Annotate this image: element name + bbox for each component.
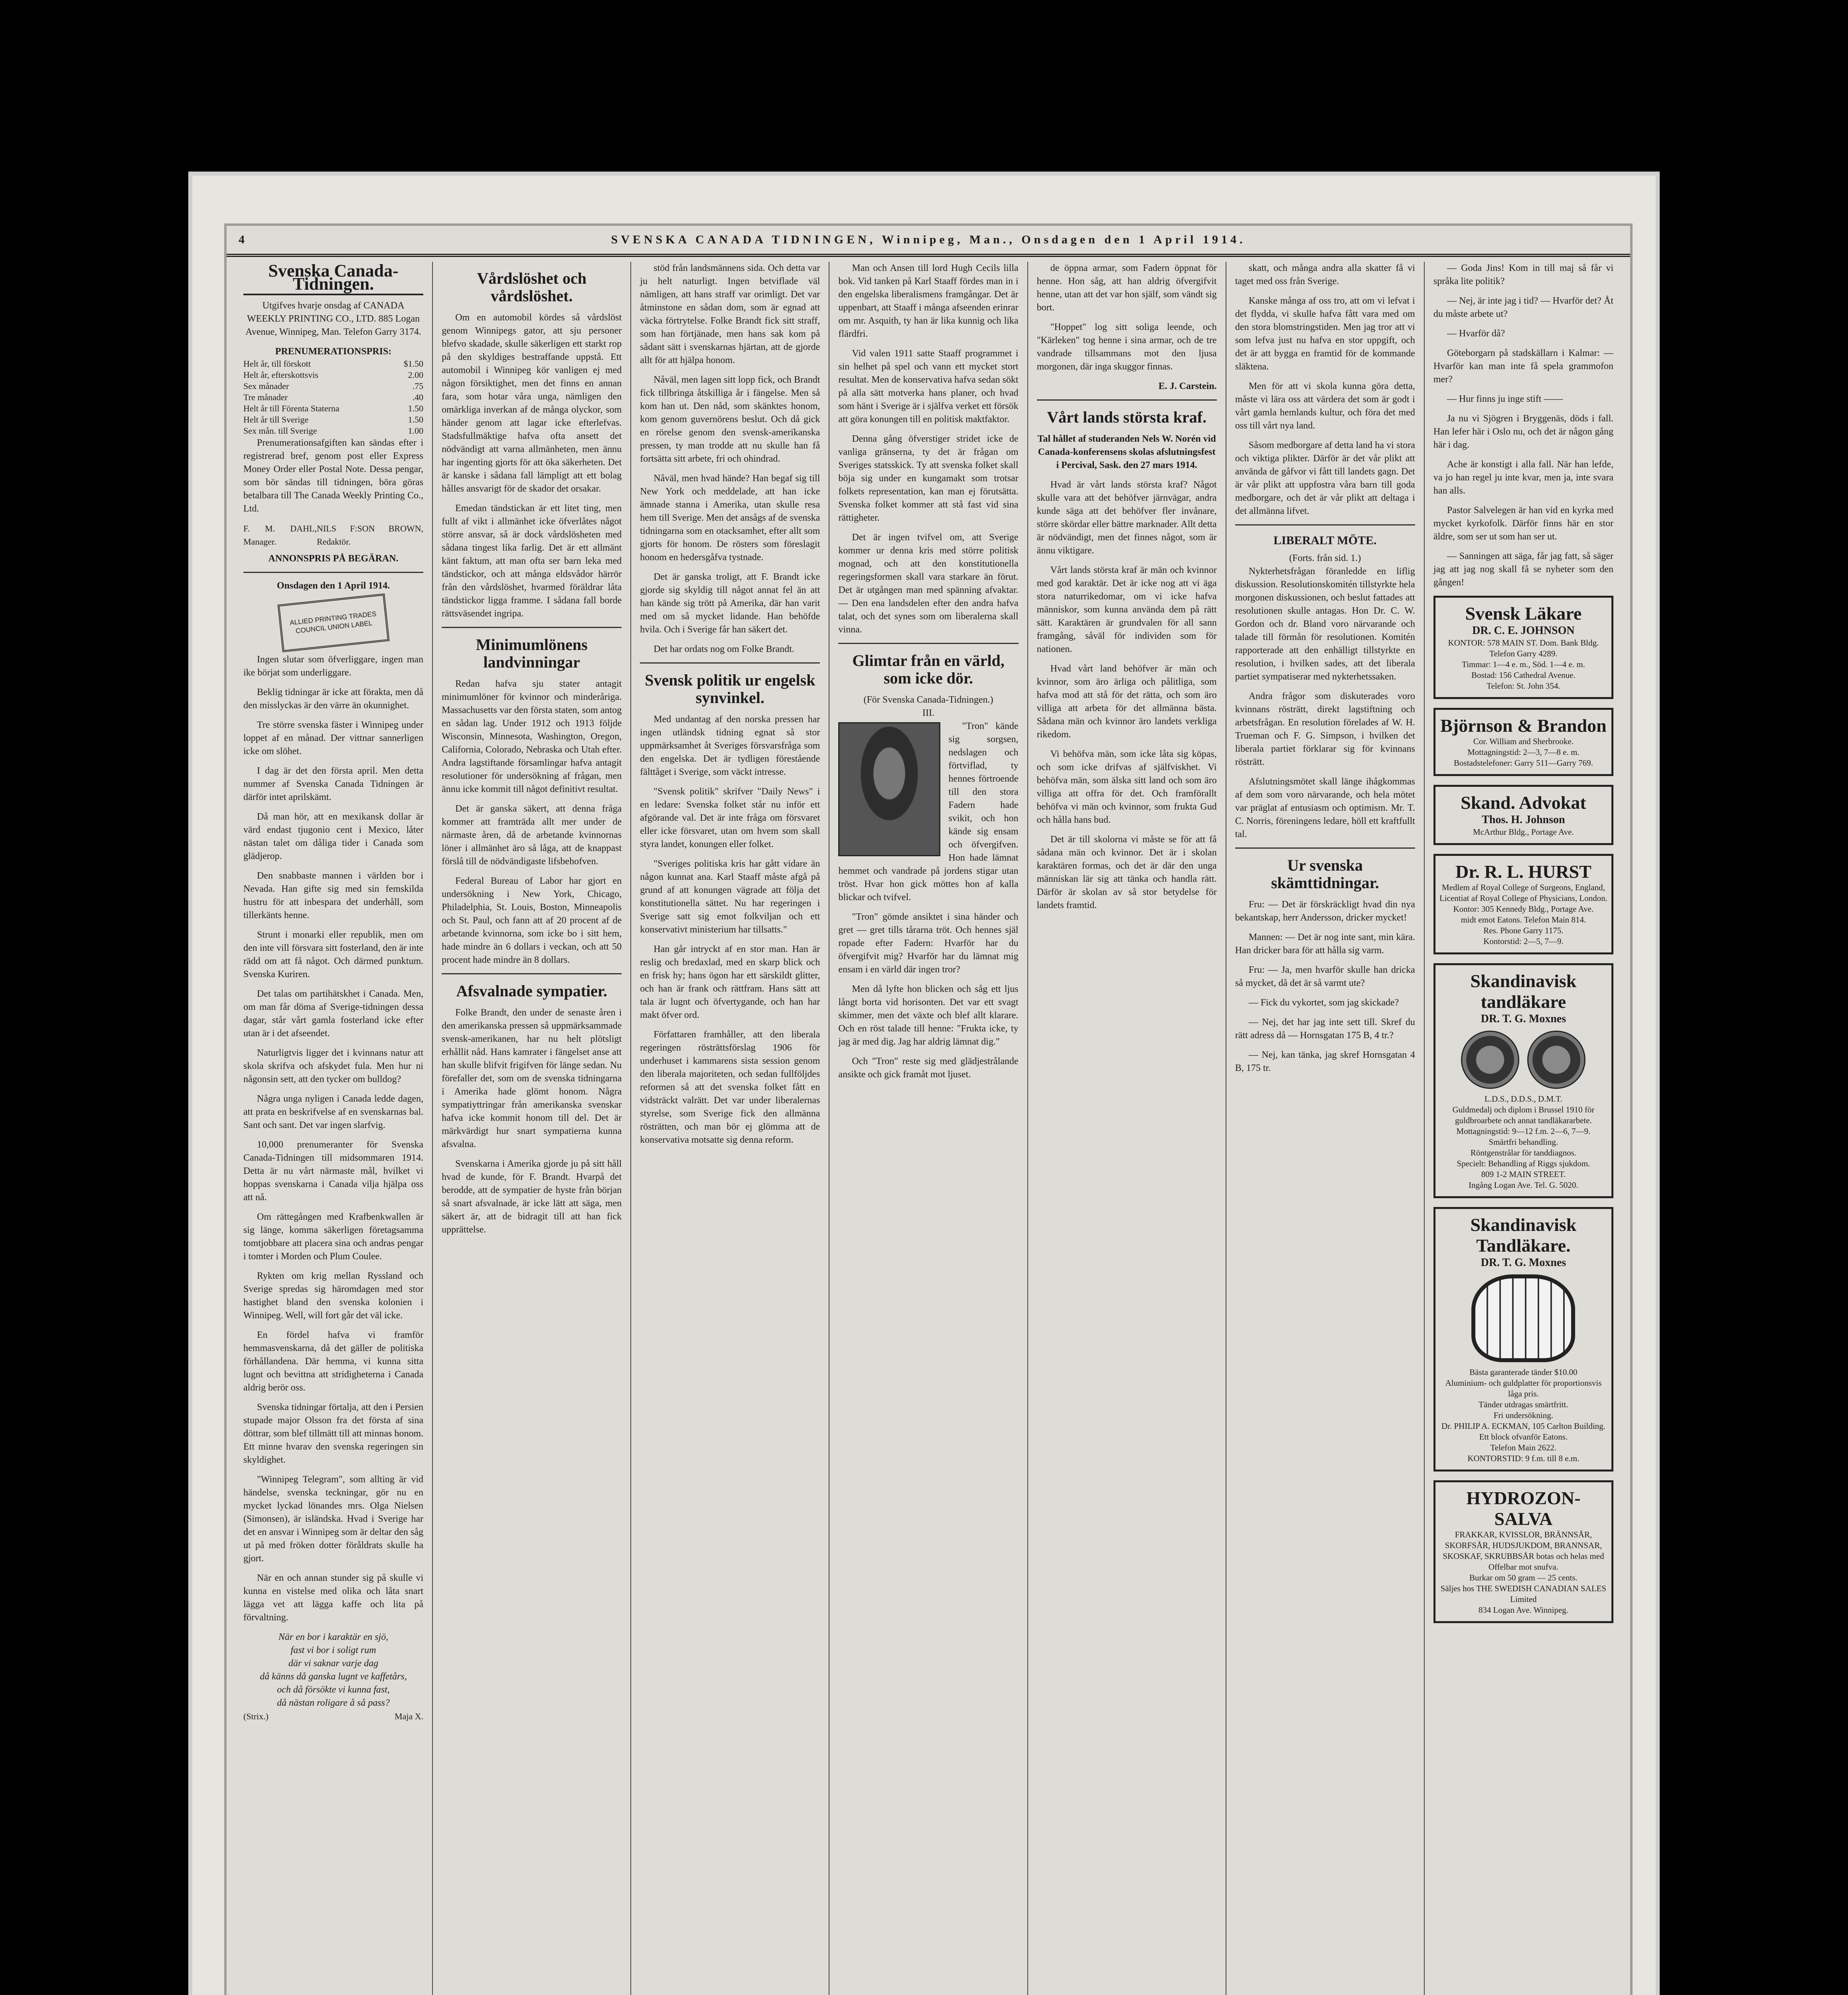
ad-line: Kontorstid: 2—5, 7—9.: [1483, 936, 1564, 946]
rate-row: Tre månader .40: [243, 392, 424, 402]
ad-name: DR. C. E. JOHNSON: [1472, 624, 1575, 637]
paragraph: Nåväl, men lagen sitt lopp fick, och Brandt fick tillbringa åtskilliga år i fängelse. Men så kom han ut. Den nåd, som skänktes honom, kom genom guvernörens beslut. Och då gick en rörelse genom den svensk-amerikanska pressen, ty man trodde att nu skulle han få fortsätta sitt arbete, fri och ohindrad.: [640, 375, 820, 464]
poem-line: då nästan roligare å så pass?: [277, 1698, 390, 1708]
signatures: [243, 522, 423, 548]
poem-line: och då försökte vi kunna fast,: [277, 1685, 390, 1695]
paragraph: Kanske många af oss tro, att om vi lefvat i det flydda, vi skulle hafva fått vara med om den stora blomstringstiden. Men jag tror att vi som lefva just nu hafva en stor uppgift, och det är att bygga en framtid för de kommande släktena.: [1235, 296, 1415, 372]
column-5: [1028, 262, 1226, 1995]
paper-title: SVENSKA CANADA TIDNINGEN, Winnipeg, Man., Onsdagen den 1 April 1914.: [611, 233, 1246, 246]
article-subhead: Tal hållet af studeranden Nels W. Norén vid Canada-konferensens skolas afslutningsfest i Percival, Sask. den 27 mars 1914.: [1037, 434, 1216, 470]
publisher-info: Utgifves hvarje onsdag af CANADA WEEKLY PRINTING CO., LTD. 885 Logan Avenue, Winnipeg, Man. Telefon Garry 3174.: [245, 300, 421, 337]
paragraph: Svenskarna i Amerika gjorde ju på sitt håll hvad de kunde, för F. Brandt. Hvarpå det berodde, att de sympatier de hyste från början så snart afsvalnade, är icke lätt att säga, men säkert är, att de bidragit till att han fick upprättelse.: [442, 1159, 622, 1235]
paragraph: Det är ganska troligt, att F. Brandt icke gjorde sig skyldig till något annat fel än att han kände sig trött på Amerika, där han varit med om så mycket lidande. Han behöfde hvila. Och i Sverige får han säkert det.: [640, 572, 820, 635]
paragraph: Såsom medborgare af detta land ha vi stora och viktiga plikter. Därför är det vår plikt att använda de gåfvor vi fått till landets gagn. Det är vår plikt att uppfostra våra barn till goda medborgare, och det är vår plikt att deltaga i det allmänna lifvet.: [1235, 440, 1415, 516]
ad-line: Aluminium- och guldplatter för proportionsvis låga pris.: [1445, 1378, 1602, 1398]
ad-line: Telefon Main 2622.: [1490, 1443, 1557, 1452]
rate-row: Helt år, efterskottsvis 2.00: [243, 370, 424, 380]
article-heading-sympatier: Afsvalnade sympatier.: [456, 982, 607, 1000]
advertisement: [1433, 854, 1613, 954]
paragraph: "Tron" kände sig sorgsen, nedslagen och förtviflad, ty hennes förtroende till den stora Fadern hade svikit, och hon kände sig ensam och öfvergifven. Hon hade lämnat hemmet och vandrade på jordens stigar utan tröst. Hvar hon gick möttes hon af kalla blickar och tvifvel.: [838, 721, 1019, 903]
joke-line: — Nej, är inte jag i tid? — Hvarför det? Åt du måste arbete ut?: [1433, 296, 1613, 319]
editorial-paragraph: Svenska tidningar förtalja, att den i Persien stupade major Olsson fra det första af sina döttrar, som blef tillmätt till att minnas honom. Ett minne hvarav den svenska regeringen sin skyldighet.: [243, 1402, 424, 1465]
ad-line: Ett block ofvanför Eatons.: [1479, 1432, 1568, 1442]
rate-row: Helt år, till förskott $1.50: [243, 359, 424, 369]
paragraph: Redan hafva sju stater antagit minimumlöner för kvinnor och minderåriga. Massachusetts var den första staten, som antog en sådan lag. Under 1912 och 1913 följde Wisconsin, Minnesota, Washington, Oregon, California, Colorado, Nebraska och Utah efter. Andra lagstiftande församlingar hafva antagit resolutioner för undersökning af frågan, men ännu icke kommit till något definitivt resultat.: [442, 679, 622, 794]
publisher-notice: Prenumerationsafgiften kan sändas efter i registrerad bref, genom post eller Express Money Order eller Postal Note. Dessa pengar, som bör sändas till tidningen, böra göras betalbara till The Canada Weekly Printing Co., Ltd.: [243, 438, 424, 514]
paragraph: Andra frågor som diskuterades voro kvinnans rösträtt, direkt lagstiftning och arbetsfrågan. En resolution förelades af W. H. Trueman och F. G. Simpson, i hvilken det liberala partiet förklarar sig för kvinnans rösträtt.: [1235, 691, 1415, 767]
editorial-paragraph: Rykten om krig mellan Ryssland och Sverige spredas sig häromdagen med stor hastighet bland den svenska kolonien i Winnipeg. Well, will fort går det väl icke.: [243, 1271, 424, 1321]
paragraph: Federal Bureau of Labor har gjort en undersökning i New York, Chicago, Philadelphia, St. Louis, Boston, Minneapolis och St. Paul, och fann att af 20 procent af de arbetande kvinnorna, som icke bo i sitt hem, hade mindre än 6 dollars i veckan, och att 50 procent hade mindre än 8 dollars.: [442, 876, 622, 965]
ad-title: Svensk Läkare: [1465, 603, 1582, 624]
paragraph: Och "Tron" reste sig med glädjestrålande ansikte och gick framåt mot ljuset.: [838, 1056, 1019, 1080]
ad-title: HYDROZON-SALVA: [1466, 1488, 1581, 1529]
paragraph: Med undantag af den norska pressen har ingen utländsk tidning egnat så stor uppmärksamhet åt Sveriges försvarsfråga som den engelska. Det är tydligen förestående fälttåget i Sverige, som väckt intresse.: [640, 714, 820, 777]
ad-line: Bostadstelefoner: Garry 511—Garry 769.: [1453, 758, 1593, 768]
paragraph: Nåväl, men hvad hände? Han begaf sig till New York och meddelade, att han icke ämnade stanna i Amerika, utan skulle resa hem till Sverige. Men det ansågs af de svenska tidningarna som en otacksamhet, efter allt som gjorts för honom. De rösters som föreslagit honom en hedersgåfva tystnade.: [640, 473, 820, 563]
paragraph: stöd från landsmännens sida. Och detta var ju helt naturligt. Ingen betviflade väl nämligen, att hans straff var orimligt. Det var åtminstone en sådan dom, som är egnad att väcka förtrytelse. Folke Brandt fick sitt straff, som han förtjänade, men hans sak kom på sådant sätt i svenskarnas hjärtan, att de gjorde allt för att hjälpa honom.: [640, 263, 820, 365]
ad-line: Guldmedalj och diplom i Brussel 1910 för guldbroarbete och annat tandläkararbete.: [1452, 1105, 1595, 1125]
union-label-stamp: ALLIED PRINTING TRADES COUNCIL UNION LABEL: [277, 593, 389, 652]
ad-line: Smärtfri behandling.: [1489, 1137, 1558, 1147]
ad-line: Dr. PHILIP A. ECKMAN, 105 Carlton Building.: [1441, 1421, 1605, 1431]
rate-row: Sex mån. till Sverige 1.00: [243, 426, 424, 436]
editorial-paragraph: I dag är det den första april. Men detta nummer af Svenska Canada Tidningen är därför intet aprilskämt.: [243, 766, 424, 802]
paragraph: Han går intryckt af en stor man. Han är reslig och bredaxlad, med en skarp blick och en frisk hy; hans ögon har ett särskildt glitter, och han är frank och rättfram. Hans sätt att tala är lugnt och öfvertygande, och han har makt öfver ord.: [640, 944, 820, 1020]
editorial-paragraph: Ingen slutar som öfverliggare, ingen man ike börjat som underliggare.: [243, 654, 424, 678]
ad-line: 809 1-2 MAIN STREET.: [1481, 1169, 1566, 1179]
poem: [243, 1631, 423, 1710]
paragraph: — Hur finns ju inge stift ——: [1447, 394, 1563, 404]
paragraph: Hvad är vårt lands största kraf? Något skulle vara att det behöfver järnvägar, andra kunde säga att det behöfver fler invånare, större skördar eller bättre marknader. Allt detta är nödvändigt, men det finnes något, som är ännu viktigare.: [1037, 480, 1217, 556]
poem-line: då känns då ganska lugnt ve kaffetårs,: [260, 1671, 407, 1682]
ad-line: Tänder utdragas smärtfritt.: [1479, 1400, 1568, 1409]
article-subhead: (För Svenska Canada-Tidningen.): [863, 695, 993, 705]
editorial-paragraph: Den snabbaste mannen i världen bor i Nevada. Han gifte sig med sin femskilda hustru för att inbespara det underhåll, som tillerkänts henne.: [243, 871, 424, 920]
ad-title: Skandinavisk Tandläkare.: [1470, 1215, 1577, 1256]
paragraph: Folke Brandt, den under de senaste åren i den amerikanska pressen så uppmärksammade svensk-amerikanen, har nu helt plötsligt erhållit nåd. Hans kamrater i fängelset anse att han skulle blifvit frigifven för länge sedan. Nu förefaller det, som om de svenska tidningarna i Amerika hade glömt honom. Några sympatiyttringar från amerikanska svenskar hafva icke kommit honom till del. Det är märkvärdigt hur snart sympatierna kunna afsvalna.: [442, 1007, 622, 1150]
newspaper-page: [224, 223, 1633, 1995]
poem-line: fast vi bor i soligt rum: [290, 1645, 376, 1655]
ad-line: KONTOR: 578 MAIN ST. Dom. Bank Bldg.: [1448, 638, 1599, 648]
paragraph: — Nej, det har jag inte sett till. Skref du rätt adress då — Hornsgatan 175 B, 4 tr.?: [1235, 1017, 1415, 1041]
ad-line: KONTORSTID: 9 f.m. till 8 e.m.: [1467, 1454, 1579, 1463]
paragraph: Ache är konstigt i alla fall. När han lefde, va jo han regel ju inte kvar, men ja, inte svara han alls.: [1433, 459, 1613, 496]
editorial-paragraph: "Winnipeg Telegram", som allting är vid händelse, svenska teckningar, gör nu en mycket lyckad lönandes mrs. Olga Nielsen (Simonsen), är isländska. Hvad i Sverige har det en ansvar i Winnipeg som är deltar den såg ut på med fröken dotter föråldrats skulle ha gjort.: [243, 1474, 424, 1564]
ad-line: Fri undersökning.: [1493, 1410, 1554, 1420]
advertisement: [1433, 1480, 1613, 1623]
paragraph: Afslutningsmötet skall länge ihågkommas af dem som voro närvarande, och hela mötet var präglat af entusiasm och optimism. Mr. T. C. Norris, föreningens ledare, höll ett kraftfullt tal.: [1235, 776, 1415, 839]
page-number: 4: [239, 233, 245, 246]
editor-signature: NILS F:SON BROWN, Redaktör.: [316, 523, 424, 547]
article-subhead: (Forts. från sid. 1.): [1289, 553, 1361, 563]
ad-line: Cor. William and Sherbrooke.: [1473, 737, 1574, 746]
rates-heading: PRENUMERATIONSPRIS:: [275, 346, 392, 357]
ad-line: Kontor: 305 Kennedy Bldg., Portage Ave.: [1453, 904, 1594, 914]
paragraph: Emedan tändstickan är ett litet ting, men fullt af vikt i allmänhet icke öfverlåtes något större ansvar, så är dock vårdslösheten med sådana tingest lika farlig. Det är ett allmänt känt faktum, att man ofta ser barn leka med tändstickor, och att många eldsvådor härrör från den vårdslöshet, hvarmed föräldrar låta tändstickor ligga framme. I sådana fall borde rättsväsendet ingripa.: [442, 503, 622, 619]
editorial-paragraph: Då man hör, att en mexikansk dollar är värd endast tjugonio cent i Mexico, låter nästan talet om dåliga tider i Canada som glädjerop.: [243, 812, 424, 861]
ad-line: Offelbar mot snufva.: [1488, 1562, 1558, 1572]
paragraph: — Sanningen att säga, får jag fatt, så säger jag att jag nog skall få se nyheter som den gången!: [1433, 551, 1613, 588]
section-number: III.: [922, 708, 934, 718]
paragraph: Vårt lands största kraf är män och kvinnor med god karaktär. Det är icke nog att vi äga stora naturrikedomar, om vi icke hafva människor, som kunna använda dem på rätt sätt. Karaktären är grundvalen för all sann framgång, såväl för individen som för nationen.: [1037, 565, 1217, 654]
advertisement: [1433, 596, 1613, 699]
article-heading-glimtar: Glimtar från en värld, som icke dör.: [852, 652, 1005, 687]
paragraph: "Sveriges politiska kris har gått vidare än någon kunnat ana. Karl Staaff måste afgå på grund af att konungen vägrade att följa det konstitutionella sättet. Nu har regeringen i Sverige satt sig emot folkviljan och ett konservativt ministerium har tillsatts.": [640, 859, 820, 935]
paragraph: Denna gång öfverstiger stridet icke de vanliga gränserna, ty det är frågan om Sveriges statsskick. Ty att svenska folket skall böja sig under en kungamakt som trotsar folkets representation, kan man ej förutsätta. Svenska folket kommer att stå fast vid sina rättigheter.: [838, 434, 1019, 523]
paragraph: Man och Ansen till lord Hugh Cecils lilla bok. Vid tanken på Karl Staaff fördes man in i den engelska liberalismens framgångar. Det är uppenbart, att Staaff i många afseenden erinrar om mr. Asquith, ty han är lika kunnig och lika flärdfri.: [838, 263, 1019, 339]
paragraph: — Nej, kan tänka, jag skref Hornsgatan 4 B, 175 tr.: [1235, 1050, 1415, 1073]
column-2: [433, 262, 631, 1995]
rates-table: [243, 358, 423, 437]
paragraph: Ja nu vi Sjögren i Bryggenäs, döds i fall. Han lefer här i Oslo nu, och det är någon gång här i dag.: [1433, 413, 1613, 450]
paragraph: "Svensk politik" skrifver "Daily News" i en ledare: Svenska folket står nu inför ett afgörande val. Det är inte fråga om försvaret eller icke försvaret, utan om hvem som skall styra landet, konungen eller folket.: [640, 786, 820, 849]
paragraph: skatt, och många andra alla skatter få vi taget med oss från Sverige.: [1235, 263, 1415, 286]
paragraph: Vi behöfva män, som icke låta sig köpas, och som icke drifvas af själfviskhet. Vi behöfva män, som älska sitt land och som äro villiga att offra för det. Och framförallt behöfva vi män och kvinnor, som frukta Gud och hålla hans bud.: [1037, 749, 1217, 825]
paragraph: Om en automobil kördes så vårdslöst genom Winnipegs gator, att sju personer blefvo skadade, skulle säkerligen ett starkt rop på den skyldiges bestraffande uppstå. Ett automobil i Winnipeg kör vanligen ej med någon försiktighet, men det finns en annan fara, som hotar våra unga, nämligen den omärkliga inverkan af de många olyckor, som händer genom att lagar icke efterlefvas. Stadsfullmäktige hafva ofta ansett det nödvändigt att varna allmänheten, men ännu har ingenting gjorts för att öka säkerheten. Det är kanske i sådana fall lämpligt att ett bolag hålles ansvarigt för de skador det orsakar.: [442, 312, 622, 494]
rate-row: Helt år till Förenta Staterna 1.50: [243, 403, 424, 413]
editorial-paragraph: 10,000 prenumeranter för Svenska Canada-Tidningen till midsommaren 1914. Detta är nu vårt närmaste mål, hvilket vi hoppas svenskarna i Canada vilja hjälpa oss att nå.: [243, 1140, 424, 1203]
ad-line: L.D.S., D.D.S., D.M.T.: [1484, 1094, 1562, 1104]
paragraph: Pastor Salvelegen är han vid en kyrka med mycket kyrkofolk. Därför finns här en stor äldre, som ser ut som han ser ut.: [1433, 505, 1613, 542]
paragraph: Hvad vårt land behöfver är män och kvinnor, som äro ärliga och pålitliga, som hafva mod att stå för det rätta, och som äro villiga att arbeta för det allmänna bästa. Sådana män och kvinnor äro landets verkliga rikedom.: [1037, 664, 1217, 740]
article-heading-vart-land: Vårt lands största kraf.: [1047, 408, 1207, 426]
ad-line: Burkar om 50 gram — 25 cents.: [1469, 1573, 1578, 1582]
article-heading-minimumlon: Minimumlönens landvinningar: [476, 636, 588, 671]
paragraph: Fru: — Ja, men hvarför skulle han dricka så mycket, då det är så varmt ute?: [1235, 965, 1415, 988]
ad-name: DR. T. G. Moxnes: [1481, 1256, 1566, 1269]
ad-line: Säljes hos THE SWEDISH CANADIAN SALES Limited: [1440, 1584, 1607, 1604]
advertisements: [1433, 596, 1613, 1623]
ad-name: DR. T. G. Moxnes: [1481, 1013, 1566, 1025]
paragraph: Det har ordats nog om Folke Brandt.: [654, 644, 794, 654]
joke-line: — Goda Jins! Kom in till maj så får vi språka lite politik?: [1433, 263, 1613, 286]
paragraph: Nykterhetsfrågan föranledde en liflig diskussion. Resolutionskomitén tillstyrkte hela morgonen diskussionen, och beslut fattades att resolutionen skulle antagas. Hon Dr. C. W. Gordon och dr. Bland voro närvarande och talade till förmån för resolutionen. Komitén rapporterade att den enhälligt tillstyrkte en resolution, i hvilken sades, att det liberala partiet sympatiserar med nykterhetssaken.: [1235, 566, 1415, 682]
manager-signature: F. M. DAHL, Manager.: [243, 523, 317, 547]
ad-line: midt emot Eatons. Telefon Main 814.: [1461, 915, 1586, 924]
date-line: Onsdagen den 1 April 1914.: [276, 581, 390, 591]
editorial-paragraph: Beklig tidningar är icke att förakta, men då den misslyckas är den värre än okunnighet.: [243, 687, 424, 711]
ad-line: Specielt: Behandling af Riggs sjukdom.: [1457, 1159, 1590, 1168]
article-heading-svensk-politik: Svensk politik ur engelsk synvinkel.: [645, 671, 815, 707]
credit-left: (Strix.): [243, 1711, 269, 1721]
editorial-paragraph: Tre större svenska fäster i Winnipeg under loppet af en månad. Der vittnar sannerligen icke om slöhet.: [243, 720, 424, 757]
paragraph: de öppna armar, som Fadern öppnat för henne. Hon såg, att han aldrig öfvergifvit henne, utan att det var hon själf, som vändt sig bort.: [1037, 263, 1217, 313]
ad-title: Dr. R. L. HURST: [1455, 861, 1591, 882]
paragraph: Men för att vi skola kunna göra detta, måste vi lära oss att värdera det som är godt i vårt gamla hemlands kultur, och föra det med oss till vårt nya land.: [1235, 381, 1415, 431]
article-heading-skamttidningar: Ur svenska skämttidningar.: [1271, 856, 1379, 892]
scanned-sheet: [188, 172, 1660, 1995]
article-heading-liberalt-mote: LIBERALT MÖTE.: [1273, 534, 1377, 547]
ad-line: Mottagningstid: 9—12 f.m. 2—6, 7—9.: [1456, 1126, 1591, 1136]
ad-rates-heading: ANNONSPRIS PÅ BEGÄRAN.: [268, 553, 399, 564]
paragraph: Det är ganska säkert, att denna fråga kommer att framträda allt mer under de närmaste åren, då de arbetande kvinnornas löner i allmänhet äro så låga, att de knappast förslå till de nödvändigaste lifsbehofven.: [442, 804, 622, 867]
author-portrait: [838, 722, 940, 856]
ad-line: FRAKKAR, KVISSLOR, BRÄNNSÅR, SKORFSÅR, HUDSJUKDOM, BRANNSAR, SKOSKAF, SKRUBBSÅR botas och helas med: [1443, 1530, 1604, 1561]
ad-line: Medlem af Royal College of Surgeons, England, Licentiat af Royal College of Physicians, London.: [1439, 883, 1607, 903]
column-1: [235, 262, 433, 1995]
advertisement: [1433, 708, 1613, 776]
ad-line: Telefon: St. John 354.: [1487, 681, 1560, 691]
ad-line: Timmar: 1—4 e. m., Söd. 1—4 e. m.: [1461, 660, 1585, 669]
editorial-paragraph: Det talas om partihätskhet i Canada. Men, om man får döma af Sverige-tidningen dessa dagar, står vårt gamla fosterland icke efter utan är i det afseendet.: [243, 989, 424, 1039]
advertisement: [1433, 1207, 1613, 1472]
paragraph: Vid valen 1911 satte Staaff programmet i sin helhet på spel och vann ett mycket stort resultat. Men de konservativa hafva sedan sökt på alla sätt motverka hans planer, och hvad som hänt i Sverige är i själfva verket ett försök att göra konungen till en politisk maktfaktor.: [838, 348, 1019, 425]
joke-line: — Hvarför då?: [1447, 328, 1505, 339]
jokes: [1433, 262, 1613, 340]
ad-title: Björnson & Brandon: [1440, 715, 1607, 736]
medals-image: [1439, 1031, 1607, 1089]
paragraph: Men då lyfte hon blicken och såg ett ljus långt borta vid horisonten. Det var ett svagt skimmer, men det växte och blef allt klarare. Och en röst talade till henne: "Frukta icke, ty jag är med dig. Jag har aldrig lämnat dig.": [838, 984, 1019, 1047]
paragraph: Det är ingen tvifvel om, att Sverige kommer ur denna kris med större politisk mognad, och att den konstitutionella regeringsformen skall vara starkare än förut. Det är utgången man med spänning afvaktar. — Den ena landsdelen efter den andra hafva talat, och det synes som om liberalerna skall vinna.: [838, 532, 1019, 635]
ad-line: Telefon Garry 4289.: [1489, 649, 1558, 658]
paragraph: Fru: — Det är förskräckligt hvad din nya bekantskap, herr Andersson, dricker mycket!: [1235, 899, 1415, 923]
author-signature: E. J. Carstein.: [1158, 381, 1217, 391]
col1-paragraphs: [243, 653, 423, 1624]
article-heading-vardsloshet: Vårdslöshet och vårdslöshet.: [477, 269, 586, 305]
column-3: [631, 262, 829, 1995]
editorial-paragraph: En fördel hafva vi framför hemmasvenskarna, då det gäller de politiska förhållandena. Där hemma, vi kunna sitta lugnt och bevittna att stridigheterna i Canada aldrig berör oss.: [243, 1330, 424, 1393]
ad-line: Bostad: 156 Cathedral Avenue.: [1471, 670, 1576, 680]
credit-right: Maja X.: [395, 1711, 424, 1721]
rate-row: Helt år till Sverige 1.50: [243, 415, 424, 425]
paragraph: — Fick du vykortet, som jag skickade?: [1248, 998, 1399, 1008]
editorial-paragraph: Naturligtvis ligger det i kvinnans natur att skola skrifva och afskydet fula. Men hur ni någonsin sett, att den tycker om bulldog?: [243, 1048, 424, 1084]
ad-line: Mottagningstid: 2—3, 7—8 e. m.: [1467, 747, 1579, 757]
column-6: [1226, 262, 1425, 1995]
editorial-paragraph: Strunt i monarki eller republik, men om den inte vill försvara sitt fosterland, den är inte rädd om att få något. Och därmed punktum. Svenska Kuriren.: [243, 930, 424, 980]
ad-line: 834 Logan Ave. Winnipeg.: [1478, 1605, 1569, 1615]
advertisement: [1433, 785, 1613, 845]
ad-line: McArthur Bldg., Portage Ave.: [1473, 827, 1574, 837]
page-header: [227, 226, 1630, 257]
dental-plate-image: [1471, 1274, 1575, 1362]
paragraph: "Hoppet" log sitt soliga leende, och "Kärleken" tog henne i sina armar, och de tre vandrade tillsammans mot den ljusa morgonen, där inga skuggor finnas.: [1037, 322, 1217, 372]
column-7: [1425, 262, 1622, 1995]
masthead: Svenska Canada-Tidningen.: [243, 264, 423, 295]
ad-name: Thos. H. Johnson: [1482, 814, 1565, 826]
paragraph: Göteborgarn på stadskällarn i Kalmar: — Hvarför kan man inte få spela grammofon mer?: [1433, 348, 1613, 385]
paragraph: "Tron" gömde ansiktet i sina händer och gret — gret tills tårarna tröt. Och hennes själ ropade efter Fadern: Hvarför har du öfvergifvit mig? Hvarför har du lämnat mig ensam i en värld där ingen tror?: [838, 912, 1019, 975]
ad-line: Res. Phone Garry 1175.: [1483, 926, 1564, 935]
paragraph: Det är till skolorna vi måste se för att få sådana män och kvinnor. Det är i skolan karaktären formas, och det är där den unga människan lär sig att tänka och handla rätt. Därför är skolan av så stor betydelse för landets framtid.: [1037, 834, 1217, 911]
editorial-paragraph: Några unga nyligen i Canada ledde dagen, att prata en beskrifvelse af en svenskarnas bal. Sant och sant. Det var ingen slarfvig.: [243, 1094, 424, 1130]
ad-line: Röntgenstrålar för tanddiagnos.: [1470, 1148, 1577, 1157]
ad-line: Ingång Logan Ave. Tel. G. 5020.: [1469, 1180, 1578, 1190]
column-4: [829, 262, 1028, 1995]
paragraph: Författaren framhåller, att den liberala regeringen rösträttsförslag 1906 för underhuset i kammarens sista session genom den liberala majoriteten, och sedan fullföljdes reformen så att det svenska folket fått en vidsträckt valrätt. Det var under liberalernas styrelse, som Sverige fick den allmänna rösträtten, och man bör ej glömma att de konservativa motsatte sig denna reform.: [640, 1029, 820, 1145]
paragraph: Mannen: — Det är nog inte sant, min kära. Han dricker bara för att hålla sig varm.: [1235, 932, 1415, 956]
poem-line: När en bor i karaktär en sjö,: [278, 1632, 389, 1642]
ad-title: Skandinavisk tandläkare: [1470, 971, 1577, 1012]
advertisement: [1433, 963, 1613, 1198]
editorial-paragraph: Om rättegången med Krafbenkwallen är sig länge, komma säkerligen företagsamma tomtjobbare att placera sina och andras pengar i tomter i Morden och Plum Coulee.: [243, 1212, 424, 1262]
editorial-paragraph: När en och annan stunder sig på skulle vi kunna en vistelse med olika och låta snart lägga vet att lägga kaffe och lita på förvaltning.: [243, 1573, 424, 1623]
rate-row: Sex månader .75: [243, 381, 424, 391]
poem-line: där vi saknar varje dag: [288, 1658, 379, 1669]
ad-title: Skand. Advokat: [1461, 792, 1586, 813]
ad-line: Bästa garanterade tänder $10.00: [1469, 1367, 1578, 1377]
